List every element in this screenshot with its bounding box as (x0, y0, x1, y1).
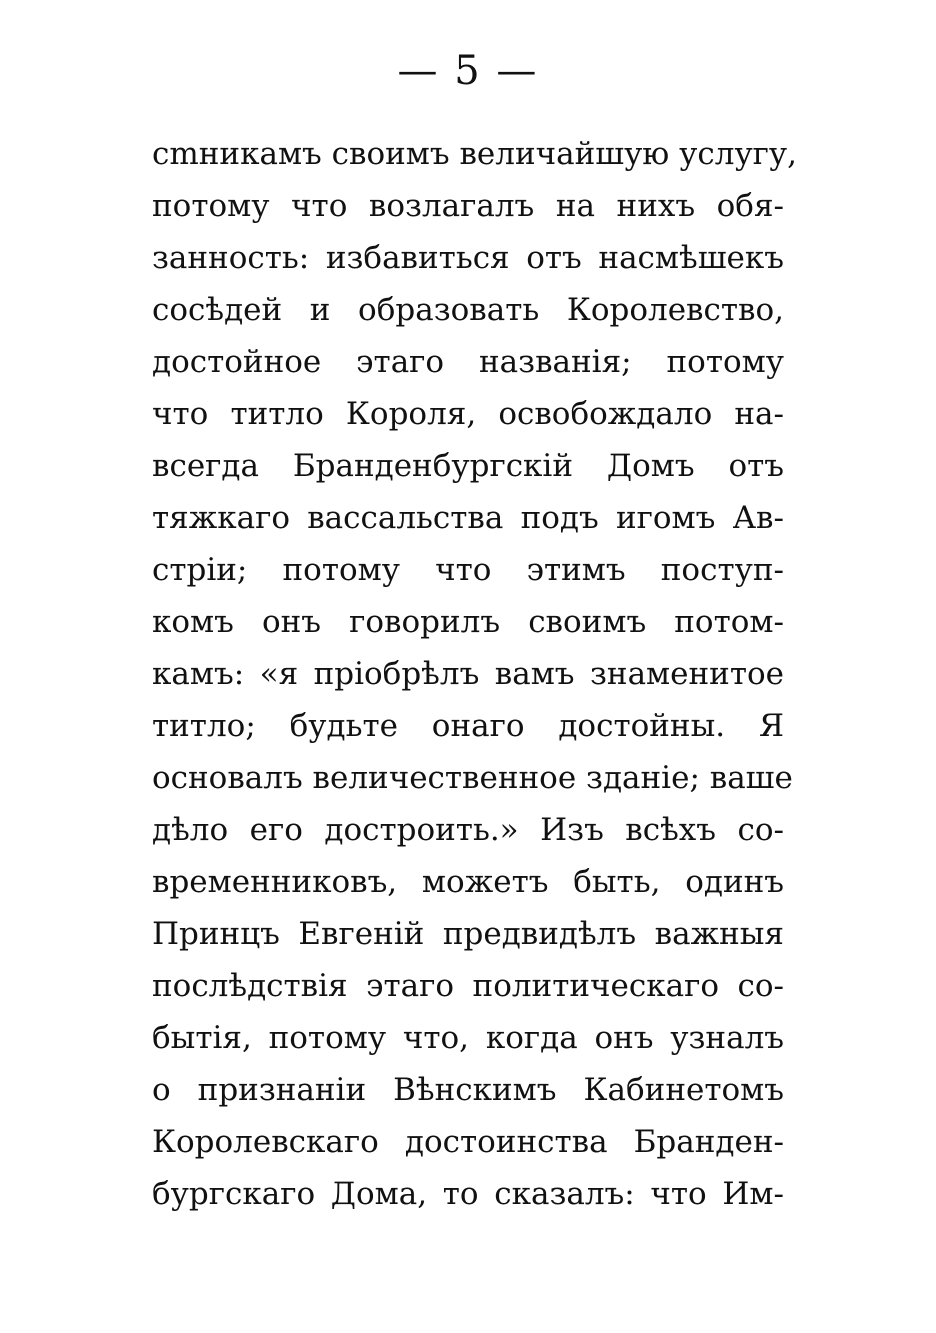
page-body-text (152, 128, 798, 1220)
text-line: бургскаго Дома, то сказалъ: что Им- (152, 1176, 784, 1212)
text-line: комъ онъ говорилъ своимъ потом- (152, 604, 784, 640)
text-line: потому что возлагалъ на нихъ обя- (152, 188, 784, 224)
text-line: занность: избавиться отъ насмѣшекъ (152, 240, 784, 276)
text-line: Принцъ Евгеній предвидѣлъ важныя (152, 916, 784, 952)
text-line: Королевскаго достоинства Бранден- (152, 1124, 784, 1160)
text-line: временниковъ, можетъ быть, одинъ (152, 864, 784, 900)
text-line: сmникамъ своимъ величайшую услугу, (152, 136, 798, 172)
text-line: что титло Короля, освобождало на- (152, 396, 784, 432)
text-line: дѣло его достроить.» Изъ всѣхъ со- (152, 812, 784, 848)
text-line: послѣдствія этаго политическаго со- (152, 968, 784, 1004)
text-line: сосѣдей и образовать Королевство, (152, 292, 784, 328)
text-line: основалъ величественное зданіе; ваше (152, 760, 793, 796)
text-line: камъ: «я пріобрѣлъ вамъ знаменитое (152, 656, 784, 692)
text-line: достойное этаго названія; потому (152, 344, 784, 380)
text-line: титло; будьте онаго достойны. Я (152, 708, 784, 744)
text-line: о признаніи Вѣнскимъ Кабинетомъ (152, 1072, 784, 1108)
text-line: всегда Бранденбургскій Домъ отъ (152, 448, 784, 484)
text-line: тяжкаго вассальства подъ игомъ Ав- (152, 500, 784, 536)
text-line: стріи; потому что этимъ поступ- (152, 552, 784, 588)
page-number-header: — 5 — (397, 48, 539, 94)
text-line: бытія, потому что, когда онъ узналъ (152, 1020, 784, 1056)
